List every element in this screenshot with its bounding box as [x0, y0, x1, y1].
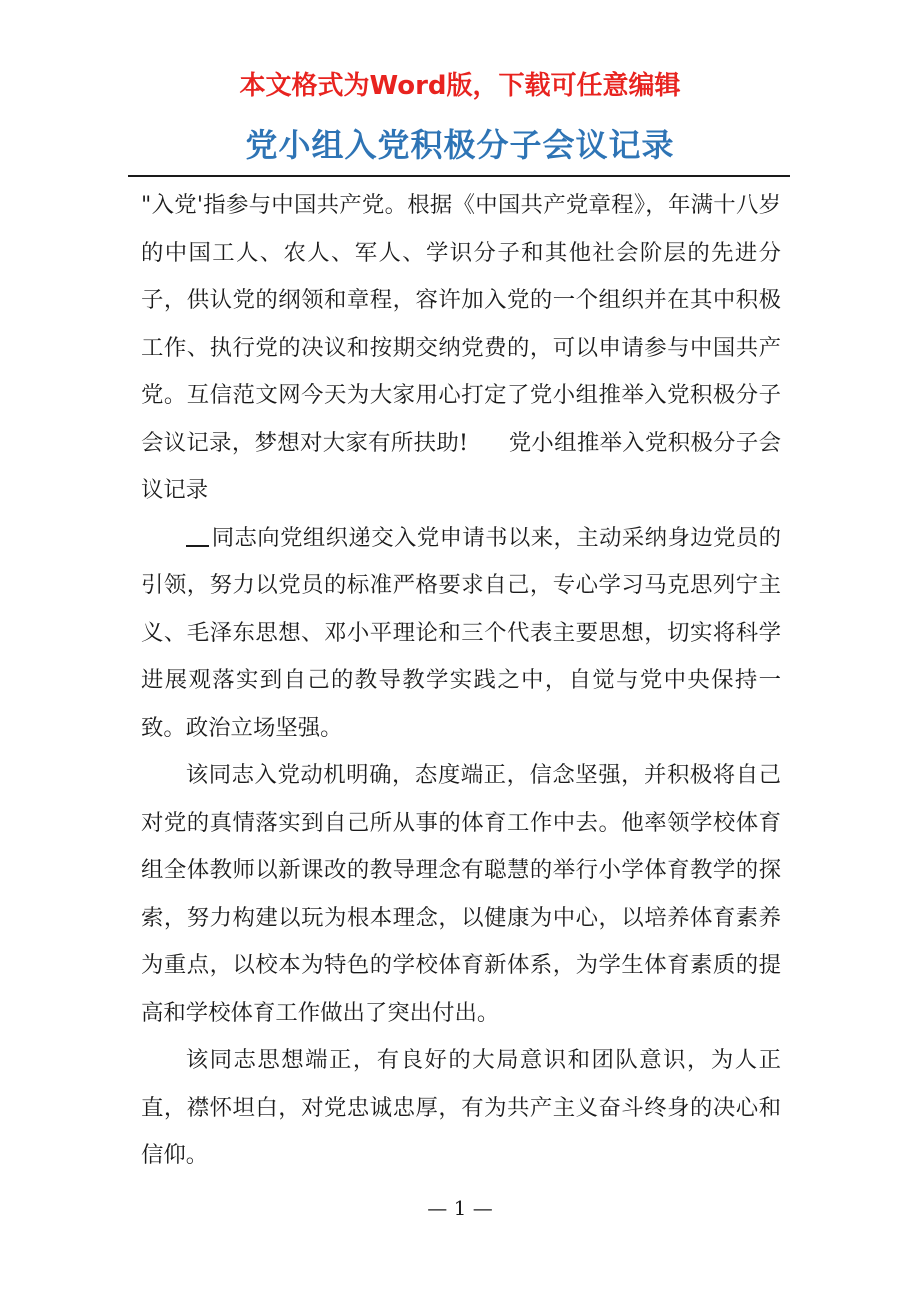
format-banner: 本文格式为Word版，下载可任意编辑	[239, 71, 681, 101]
body-paragraph-2	[141, 752, 781, 1037]
paragraph-1-text: 同志向党组织递交入党申请书以来，主动采纳身边党员的引领，努力以党员的标准严格要求自己，专心学习马克思列宁主义、毛泽东思想、邓小平理论和三个代表主要思想，切实将科学进展观落实到自己的教导教学实践之中，自觉与党中央保持一致。政治立场坚强。	[141, 524, 781, 741]
name-blank	[186, 523, 210, 546]
title-divider	[128, 175, 790, 177]
intro-text: "入党'指参与中国共产党。根据《中国共产党章程》，年满十八岁的中国工人、农人、军人、学识分子和其他社会阶层的先进分子，供认党的纲领和章程，容许加入党的一个组织并在其中积极工作、执行党的决议和按期交纳党费的，可以申请参与中国共产党。互信范文网今天为大家用心打定了党小组推举入党积极分子会议记录，梦想对大家有所扶助!	[141, 192, 781, 456]
intro-paragraph	[141, 182, 781, 515]
body-paragraph-3	[141, 1037, 781, 1180]
paragraph-3-text: 该同志思想端正，有良好的大局意识和团队意识，为人正直，襟怀坦白，对党忠诚忠厚，有为共产主义奋斗终身的决心和信仰。	[141, 1047, 781, 1168]
intro-heading-text: 党小组推举入党积极分子会议记录	[141, 429, 781, 503]
page-number: — 1 —	[427, 1196, 493, 1220]
document-body	[141, 182, 781, 1180]
document-title: 党小组入党积极分子会议记录	[245, 126, 675, 164]
body-paragraph-1	[141, 515, 781, 753]
paragraph-2-text: 该同志入党动机明确，态度端正，信念坚强，并积极将自己对党的真情落实到自己所从事的体育工作中去。他率领学校体育组全体教师以新课改的教导理念有聪慧的举行小学体育教学的探索，努力构建以玩为根本理念，以健康为中心，以培养体育素养为重点，以校本为特色的学校体育新体系，为学生体育素质的提高和学校体育工作做出了突出付出。	[141, 762, 781, 1026]
